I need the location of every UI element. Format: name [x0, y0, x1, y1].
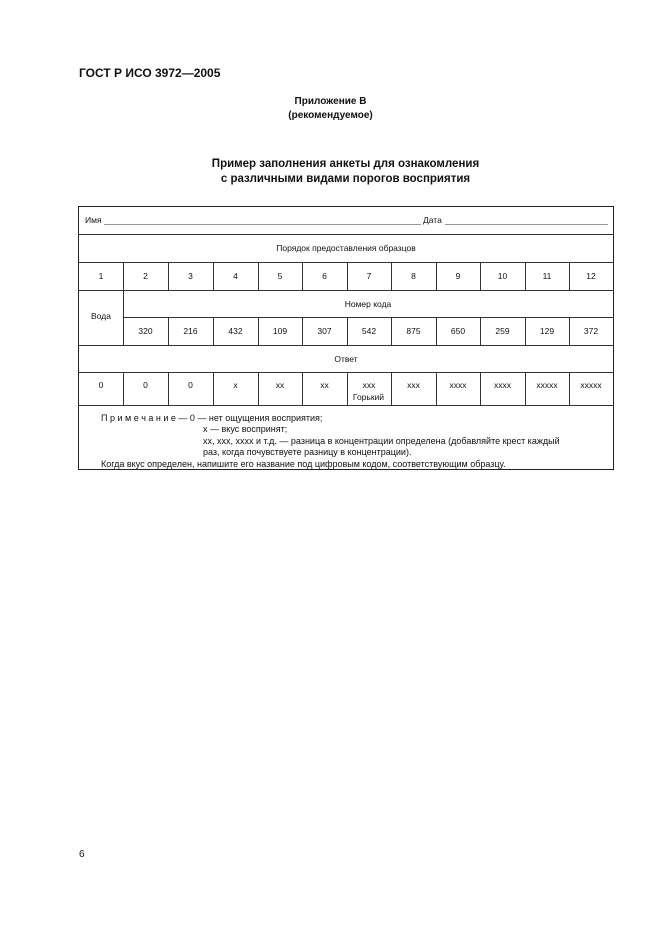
code-cell: 372 — [583, 326, 599, 336]
form-title-line-1: Пример заполнения анкеты для ознакомления — [211, 158, 480, 170]
form-title-line-2: с различными видами порогов восприятия — [220, 173, 471, 185]
column-divider — [258, 317, 259, 345]
column-divider — [436, 262, 437, 290]
answer-header: Ответ — [334, 354, 358, 364]
page-number: 6 — [79, 849, 85, 860]
date-label: Дата — [423, 215, 442, 225]
taste-name: Горький — [352, 392, 385, 402]
column-divider — [436, 372, 437, 405]
column-divider — [525, 317, 526, 345]
column-divider — [302, 372, 303, 405]
appendix-status: (рекомендуемое) — [288, 110, 373, 121]
answer-cell: xxxxx — [536, 380, 558, 390]
position-cell: 7 — [366, 271, 372, 281]
row-divider — [79, 290, 613, 291]
code-header: Номер кода — [344, 299, 392, 309]
position-cell: 4 — [233, 271, 238, 281]
water-label: Вода — [91, 311, 111, 321]
column-divider — [168, 317, 169, 345]
column-divider — [213, 262, 214, 290]
column-divider — [123, 262, 124, 290]
column-divider — [569, 317, 570, 345]
column-divider — [302, 317, 303, 345]
answer-cell: xxxx — [494, 380, 511, 390]
appendix-heading — [0, 95, 661, 123]
column-divider — [391, 317, 392, 345]
name-label: Имя — [85, 215, 102, 225]
answer-cell: x — [233, 380, 238, 390]
column-divider — [347, 317, 348, 345]
column-divider — [391, 262, 392, 290]
position-cell: 10 — [497, 271, 508, 281]
form-title — [0, 157, 661, 187]
note-line-5: Когда вкус определен, напишите его название под цифровым кодом, соответствующим образцу. — [101, 459, 506, 469]
row-divider — [79, 234, 613, 235]
position-cell: 12 — [586, 271, 596, 281]
answer-cell: xxxxx — [580, 380, 602, 390]
column-divider — [436, 317, 437, 345]
code-cell: 650 — [450, 326, 466, 336]
position-cell: 6 — [322, 271, 327, 281]
answer-cell: xxx — [362, 380, 376, 390]
column-divider — [569, 262, 570, 290]
answer-cell: 0 — [188, 380, 193, 390]
questionnaire-form — [78, 206, 614, 470]
column-divider — [480, 317, 481, 345]
code-cell: 432 — [228, 326, 243, 336]
column-divider — [123, 290, 124, 317]
column-divider — [213, 372, 214, 405]
answer-cell: 0 — [143, 380, 148, 390]
code-cell: 875 — [406, 326, 421, 336]
column-divider — [258, 372, 259, 405]
column-divider — [480, 262, 481, 290]
position-cell: 9 — [455, 271, 461, 281]
position-cell: 1 — [98, 271, 104, 281]
note-lead: П р и м е ч а н и е — 0 — нет ощущения восприятия; — [101, 413, 323, 423]
row-divider — [79, 405, 613, 406]
note-line-4: раз, когда почувствуете разницу в концентрации). — [203, 447, 412, 457]
column-divider — [347, 262, 348, 290]
column-divider — [168, 372, 169, 405]
note-line-3: xx, xxx, xxxx и т.д. — разница в концентрации определена (добавляйте крест каждый — [203, 436, 560, 446]
column-divider — [525, 372, 526, 405]
answer-cell: xxxx — [449, 380, 467, 390]
order-header: Порядок предоставления образцов — [276, 243, 416, 253]
column-divider — [347, 372, 348, 405]
code-cell: 109 — [272, 326, 288, 336]
row-divider — [79, 372, 613, 373]
code-cell: 216 — [183, 326, 198, 336]
position-cell: 2 — [143, 271, 148, 281]
column-divider — [569, 372, 570, 405]
row-divider — [79, 262, 613, 263]
position-cell: 3 — [188, 271, 193, 281]
column-divider — [302, 262, 303, 290]
code-cell: 542 — [361, 326, 377, 336]
code-cell: 320 — [138, 326, 153, 336]
position-cell: 8 — [411, 271, 416, 281]
column-divider — [480, 372, 481, 405]
appendix-title: Приложение В — [294, 96, 367, 107]
name-fill-line — [104, 224, 421, 225]
column-divider — [213, 317, 214, 345]
code-cell: 259 — [495, 326, 510, 336]
position-cell: 11 — [542, 271, 552, 281]
code-cell: 307 — [317, 326, 332, 336]
answer-cell: xxx — [407, 380, 420, 390]
column-divider — [168, 262, 169, 290]
row-divider — [79, 345, 613, 346]
column-divider — [525, 262, 526, 290]
column-divider — [123, 317, 124, 345]
note-line-2: x — вкус воспринят; — [203, 424, 288, 434]
answer-cell: xx — [275, 380, 285, 390]
date-fill-line — [445, 224, 608, 225]
answer-cell: 0 — [98, 380, 104, 390]
code-cell: 129 — [539, 326, 555, 336]
column-divider — [258, 262, 259, 290]
position-cell: 5 — [277, 271, 283, 281]
row-divider — [123, 317, 613, 318]
answer-cell: xx — [320, 380, 329, 390]
standard-code: ГОСТ Р ИСО 3972—2005 — [79, 66, 221, 80]
column-divider — [123, 372, 124, 405]
column-divider — [391, 372, 392, 405]
